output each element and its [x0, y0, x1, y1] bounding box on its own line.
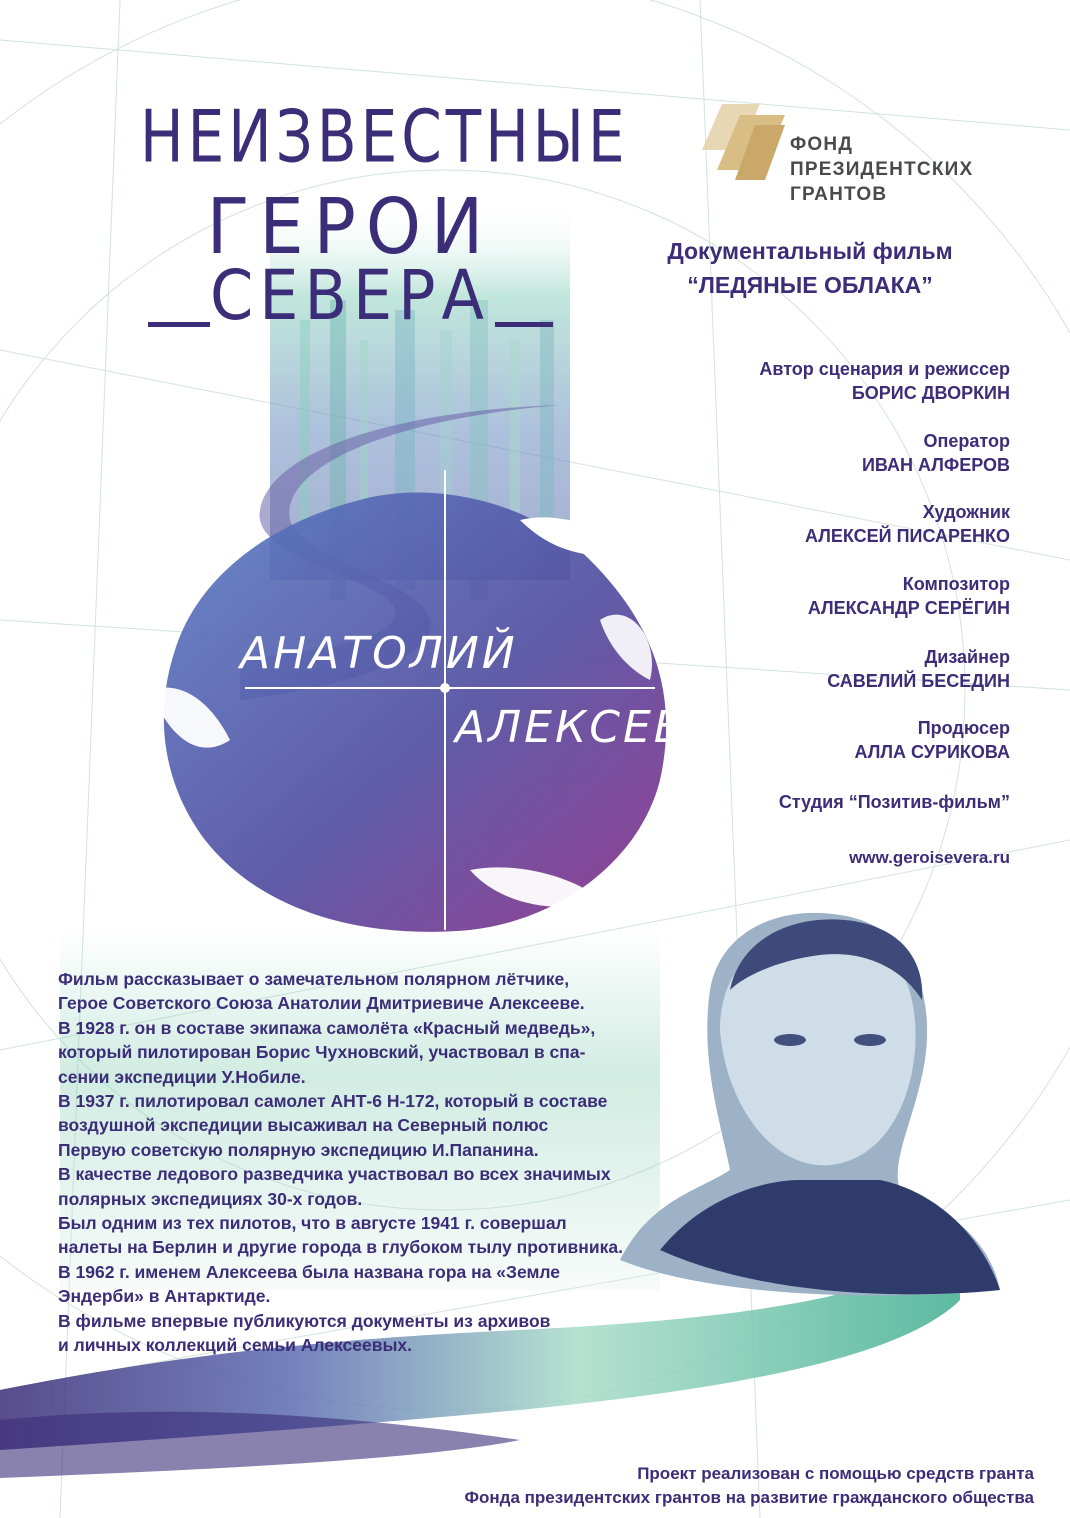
title-line-1: НЕИЗВЕСТНЫЕ: [140, 93, 629, 179]
credit-name: САВЕЛИЙ БЕСЕДИН: [827, 671, 1010, 691]
credit-role: Продюсер: [917, 718, 1010, 738]
description-line: В 1962 г. именем Алексеева была названа гора на «Земле: [58, 1261, 561, 1282]
film-name: “ЛЕДЯНЫЕ ОБЛАКА”: [687, 272, 933, 298]
description-line: Герое Советского Союза Анатолии Дмитриевиче Алексееве.: [58, 993, 585, 1014]
credit-role: Оператор: [923, 431, 1010, 451]
credit-role: Композитор: [902, 574, 1010, 594]
description-line: Был одним из тех пилотов, что в августе 1941 г. совершал: [58, 1213, 567, 1234]
description-line: В 1928 г. он в составе экипажа самолёта «Красный медведь»,: [58, 1017, 596, 1038]
description-line: В качестве ледового разведчика участвовал во всех значимых: [58, 1164, 611, 1185]
logo-line-2: ПРЕЗИДЕНТСКИХ: [790, 159, 974, 180]
description-line: который пилотирован Борис Чухновский, участвовал в спа-: [58, 1042, 586, 1063]
description-line: Первую советскую полярную экспедицию И.Папанина.: [58, 1139, 539, 1160]
logo-line-1: ФОНД: [790, 134, 854, 155]
description-line: Эндерби» в Антарктиде.: [58, 1286, 271, 1307]
film-description: [58, 967, 738, 1358]
film-type: Документальный фильм: [667, 238, 953, 264]
credit-role: Художник: [922, 502, 1010, 522]
footer-line-2: Фонда президентских грантов на развитие гражданского общества: [464, 1488, 1034, 1507]
credit-name: АЛЛА СУРИКОВА: [854, 742, 1010, 762]
description-line: сении экспедиции У.Нобиле.: [58, 1066, 306, 1087]
credit-name: АЛЕКСЕЙ ПИСАРЕНКО: [805, 526, 1010, 546]
hero-last-name: АЛЕКСЕЕВ: [455, 702, 718, 753]
credit-name: ИВАН АЛФЕРОВ: [861, 455, 1010, 475]
credit-role: Дизайнер: [924, 647, 1010, 667]
website-link[interactable]: www.geroisevera.ru: [849, 848, 1010, 867]
description-line: В 1937 г. пилотировал самолет АНТ-6 Н-172, который в составе: [58, 1091, 608, 1112]
credit-role: Автор сценария и режиссер: [759, 359, 1010, 379]
studio-name: Студия “Позитив-фильм”: [778, 792, 1010, 812]
title-underline-left: [148, 322, 210, 327]
description-line: и личных коллекций семьи Алексеевых.: [58, 1335, 413, 1356]
description-line: налеты на Берлин и другие города в глубоком тылу противника.: [58, 1237, 623, 1258]
title-line-2: ГЕРОИ: [206, 181, 494, 272]
title-underline-right: [495, 322, 553, 327]
footer-line-1: Проект реализован с помощью средств гранта: [637, 1464, 1034, 1483]
description-line: полярных экспедициях 30-х годов.: [58, 1188, 363, 1209]
title-line-3: СЕВЕРА: [210, 255, 490, 336]
hero-first-name: АНАТОЛИЙ: [240, 628, 518, 679]
logo-line-3: ГРАНТОВ: [790, 184, 888, 205]
credit-name: БОРИС ДВОРКИН: [851, 383, 1010, 403]
credit-name: АЛЕКСАНДР СЕРЁГИН: [807, 598, 1010, 618]
description-line: В фильме впервые публикуются документы из архивов: [58, 1310, 551, 1331]
fund-logo-mark: [702, 104, 785, 180]
description-line: Фильм рассказывает о замечательном полярном лётчике,: [58, 969, 570, 989]
description-line: воздушной экспедиции высаживал на Северный полюс: [58, 1115, 549, 1136]
